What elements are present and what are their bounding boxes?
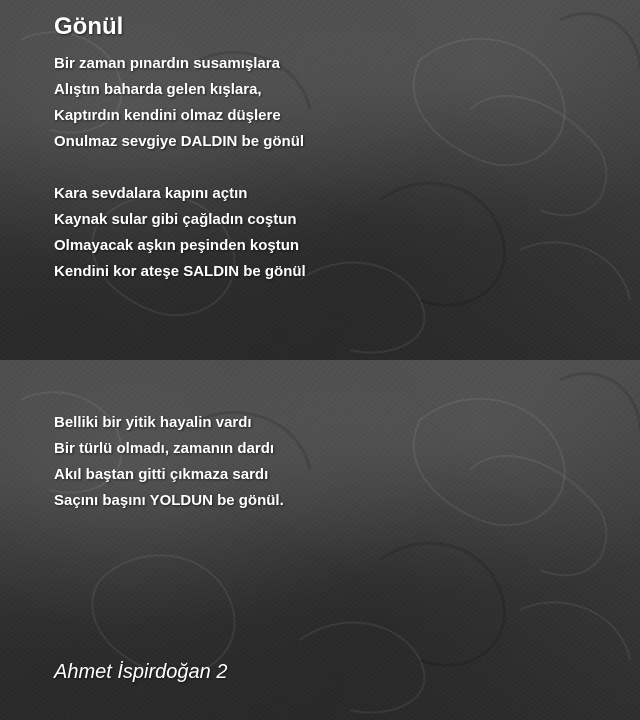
poem-line: Kendini kor ateşe SALDIN be gönül [54, 263, 306, 280]
poem-line: Kaptırdın kendini olmaz düşlere [54, 107, 281, 124]
poem-line: Bir türlü olmadı, zamanın dardı [54, 440, 275, 457]
stanza-2 [54, 181, 306, 285]
stanza-1 [54, 51, 304, 155]
poem-author: Ahmet İspirdoğan 2 [54, 661, 228, 683]
poem-line: Belliki bir yitik hayalin vardı [54, 414, 252, 431]
poem-line: Alıştın baharda gelen kışlara, [54, 81, 262, 98]
stanza-3 [54, 410, 284, 514]
poem-title: Gönül [54, 13, 124, 40]
poem-line: Onulmaz sevgiye DALDIN be gönül [54, 133, 305, 150]
poem-line: Bir zaman pınardın susamışlara [54, 55, 280, 72]
poem-line: Kara sevdalara kapını açtın [54, 185, 248, 202]
poem-line: Akıl baştan gitti çıkmaza sardı [54, 466, 269, 483]
poem-line: Kaynak sular gibi çağladın coştun [54, 211, 297, 228]
poem-line: Saçını başını YOLDUN be gönül. [54, 492, 284, 509]
poem-line: Olmayacak aşkın peşinden koştun [54, 237, 300, 254]
